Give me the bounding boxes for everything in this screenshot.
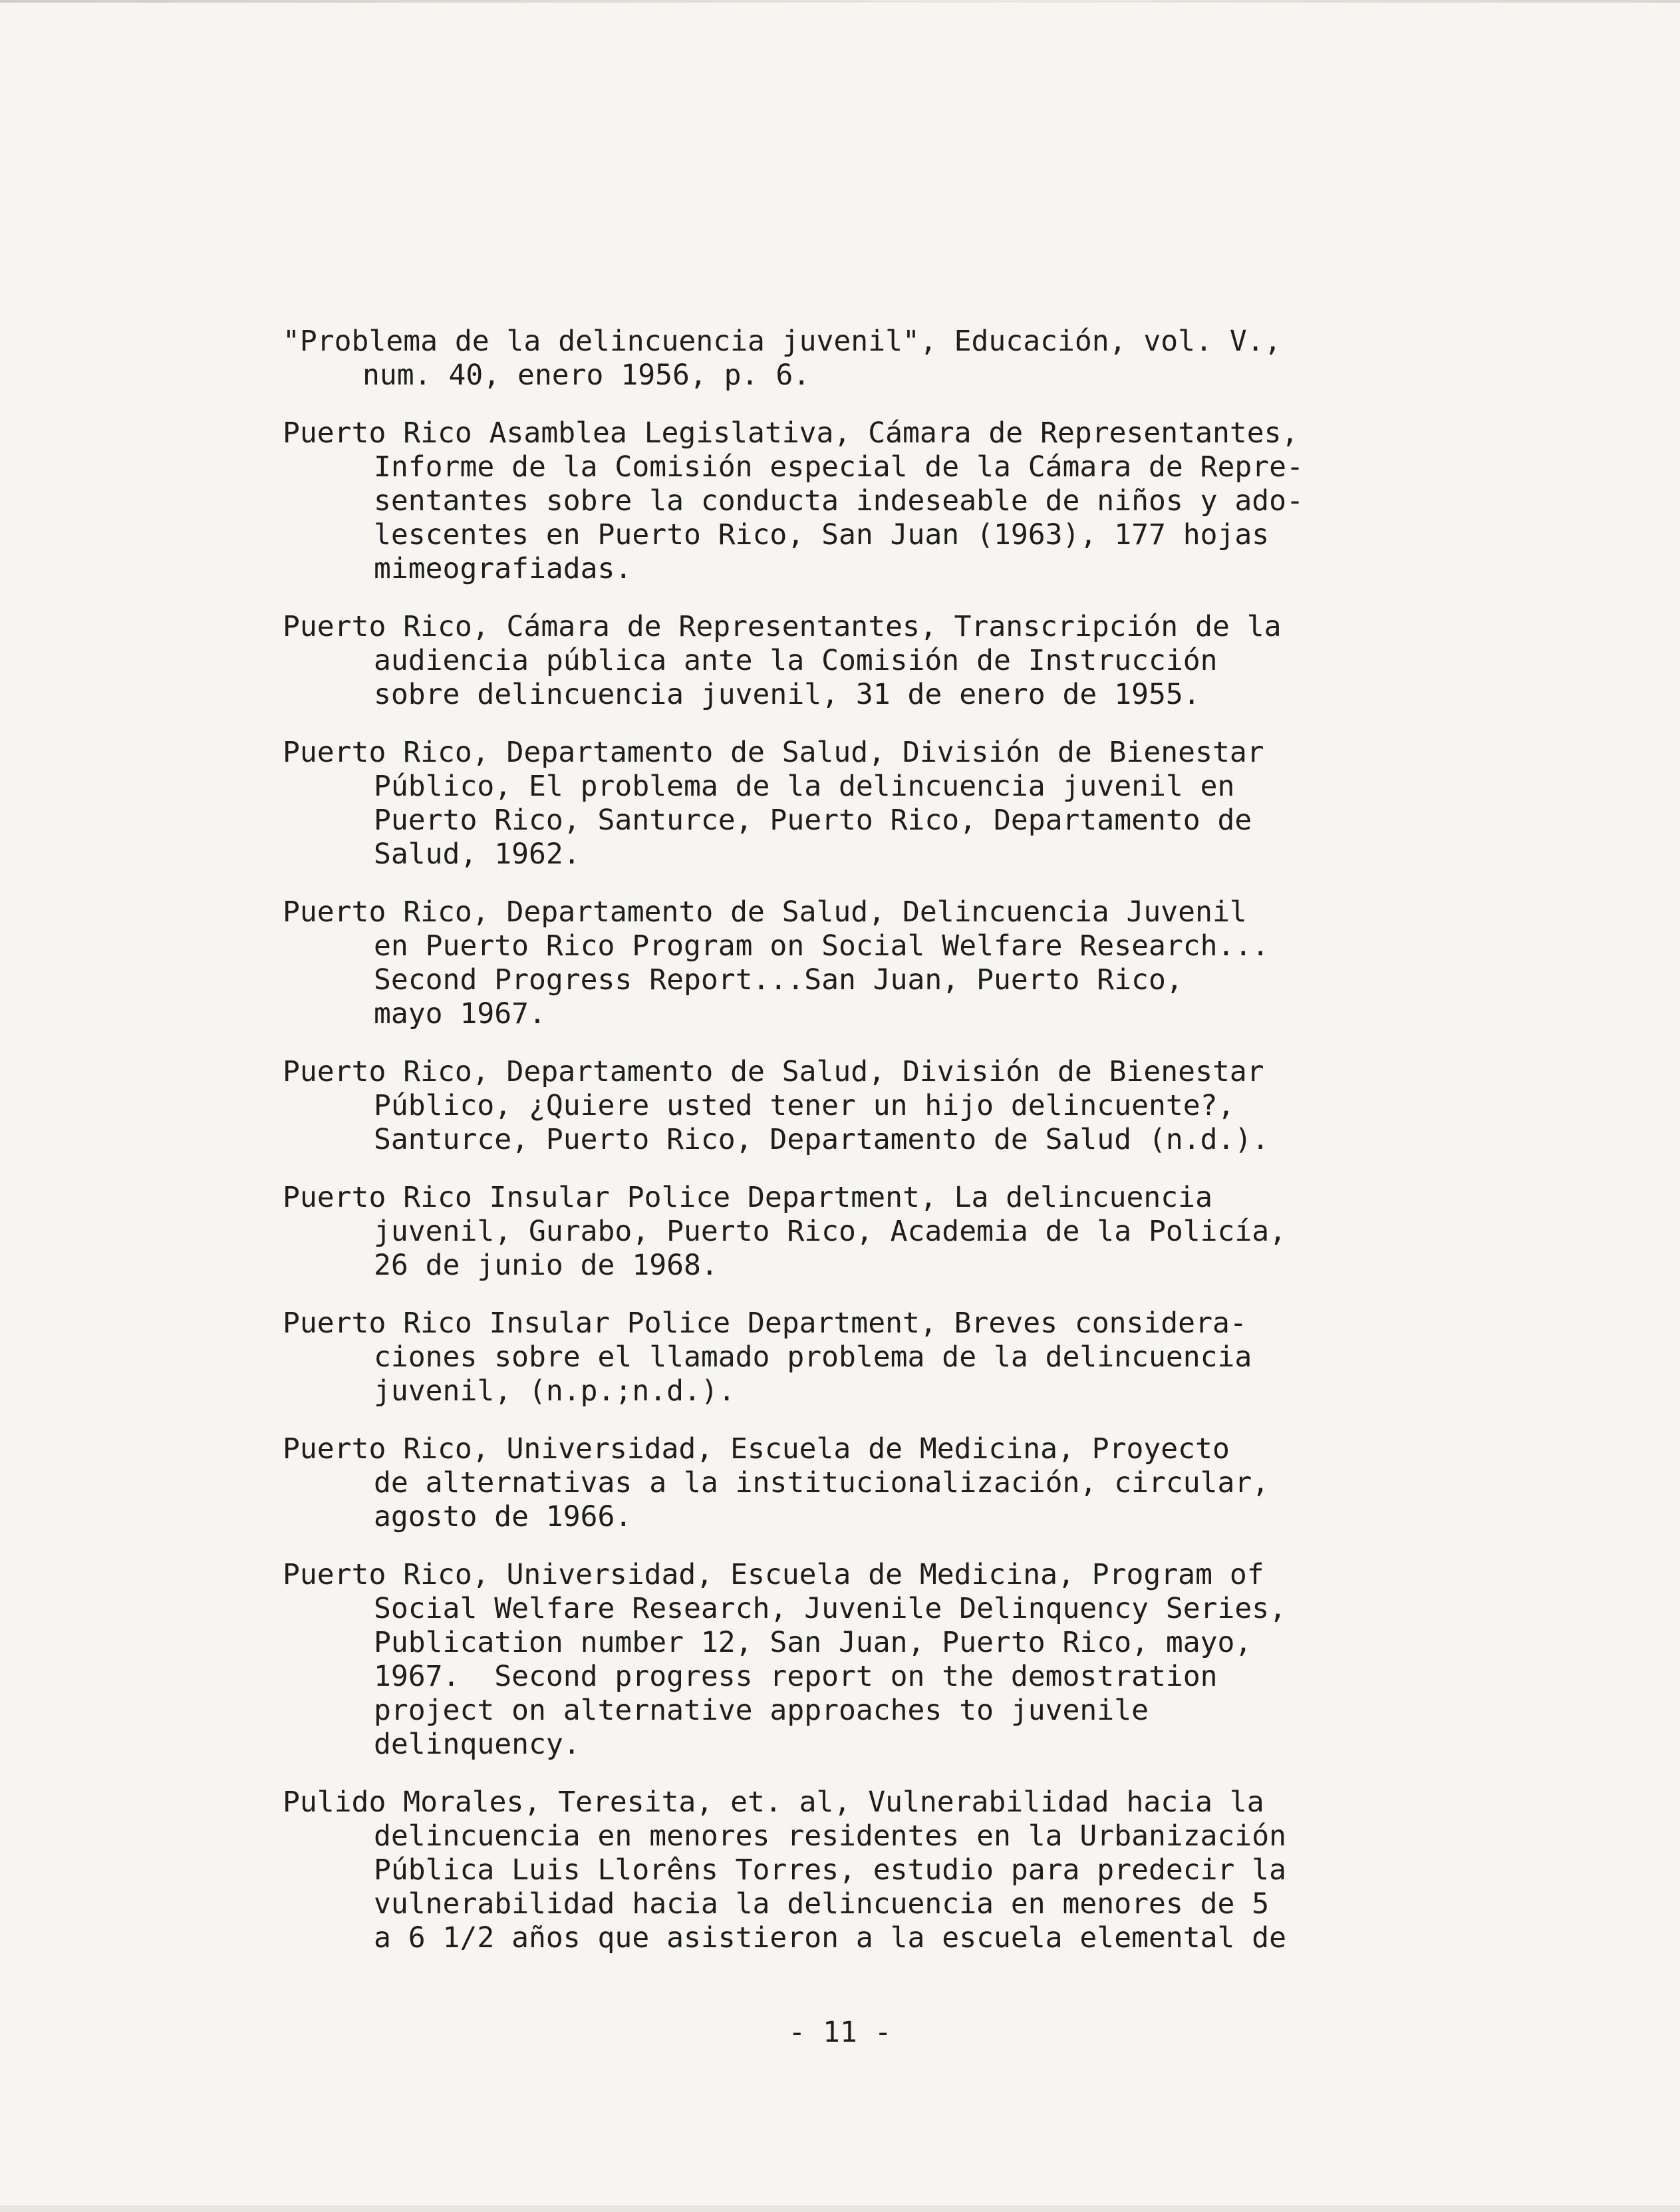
entry-line: Puerto Rico, Departamento de Salud, División de Bienestar xyxy=(283,736,1264,769)
entry-line: juvenil, (n.p.;n.d.). xyxy=(374,1374,736,1408)
entry-line: Publication number 12, San Juan, Puerto Rico, mayo, xyxy=(374,1626,1252,1659)
entry-line: num. 40, enero 1956, p. 6. xyxy=(362,359,811,392)
entry-line: Puerto Rico Asamblea Legislativa, Cámara de Representantes, xyxy=(283,416,1299,450)
entry-line: Puerto Rico Insular Police Department, La delincuencia xyxy=(283,1181,1212,1214)
entry-line: audiencia pública ante la Comisión de Instrucción xyxy=(374,644,1218,677)
bibliography-entry-camara-transcripcion xyxy=(283,610,1413,712)
bibliography-entry-asamblea-legislativa xyxy=(283,416,1413,586)
bibliography-entry-salud-problema xyxy=(283,736,1413,871)
entry-line: Informe de la Comisión especial de la Cámara de Repre- xyxy=(374,450,1304,484)
entry-line: project on alternative approaches to juvenile xyxy=(374,1694,1149,1727)
entry-line: Puerto Rico, Departamento de Salud, Delincuencia Juvenil xyxy=(283,895,1247,929)
entry-line: mimeografiadas. xyxy=(374,552,632,585)
entry-line: Puerto Rico, Departamento de Salud, División de Bienestar xyxy=(283,1055,1264,1088)
entry-line: 1967. Second progress report on the demostration xyxy=(374,1660,1218,1693)
entry-line: de alternativas a la institucionalización, circular, xyxy=(374,1466,1270,1500)
entry-line: Puerto Rico, Santurce, Puerto Rico, Departamento de xyxy=(374,804,1252,837)
page-number: - 11 - xyxy=(788,2016,892,2049)
entry-line: Salud, 1962. xyxy=(374,838,581,871)
entry-line: Puerto Rico Insular Police Department, Breves considera- xyxy=(283,1307,1247,1340)
entry-line: Pulido Morales, Teresita, et. al, Vulnerabilidad hacia la xyxy=(283,1786,1264,1819)
entry-line: Social Welfare Research, Juvenile Delinquency Series, xyxy=(374,1592,1287,1625)
bibliography-entry-salud-hijo-delincuente xyxy=(283,1055,1413,1157)
entry-line: delinquency. xyxy=(374,1728,581,1761)
entry-line: Puerto Rico, Universidad, Escuela de Medicina, Program of xyxy=(283,1558,1264,1591)
bibliography-entry-police-breves xyxy=(283,1307,1413,1408)
entry-line: sentantes sobre la conducta indeseable de niños y ado- xyxy=(374,484,1304,518)
entry-line: a 6 1/2 años que asistieron a la escuela elemental de xyxy=(374,1921,1287,1955)
entry-line: Público, El problema de la delincuencia juvenil en xyxy=(374,770,1235,803)
entry-line: agosto de 1966. xyxy=(374,1500,632,1533)
entry-line: Puerto Rico, Cámara de Representantes, Transcripción de la xyxy=(283,610,1282,643)
entry-line: lescentes en Puerto Rico, San Juan (1963), 177 hojas xyxy=(374,518,1270,552)
entry-line: Santurce, Puerto Rico, Departamento de Salud (n.d.). xyxy=(374,1123,1270,1156)
entry-line: vulnerabilidad hacia la delincuencia en menores de 5 xyxy=(374,1887,1270,1921)
entry-line: sobre delincuencia juvenil, 31 de enero de 1955. xyxy=(374,678,1200,711)
bibliography-entry-medicina-proyecto xyxy=(283,1432,1413,1534)
entry-line: Second Progress Report...San Juan, Puerto Rico, xyxy=(374,963,1183,997)
bibliography-entry-salud-delincuencia-juvenil xyxy=(283,895,1413,1031)
page-bottom-edge xyxy=(0,2205,1680,2212)
entry-line: Pública Luis Llorêns Torres, estudio para predecir la xyxy=(374,1853,1287,1887)
entry-line: ciones sobre el llamado problema de la delincuencia xyxy=(374,1341,1252,1374)
entry-line: mayo 1967. xyxy=(374,997,546,1030)
entry-line: en Puerto Rico Program on Social Welfare Research... xyxy=(374,929,1270,963)
entry-line: delincuencia en menores residentes en la Urbanización xyxy=(374,1819,1287,1853)
bibliography-list xyxy=(283,325,1413,1979)
bibliography-entry-problema-delincuencia xyxy=(283,325,1413,393)
bibliography-entry-pulido-morales xyxy=(283,1786,1413,1955)
bibliography-entry-medicina-program xyxy=(283,1558,1413,1762)
entry-line: Público, ¿Quiere usted tener un hijo delincuente?, xyxy=(374,1089,1235,1122)
bibliography-entry-police-delincuencia xyxy=(283,1181,1413,1283)
entry-line: "Problema de la delincuencia juvenil", Educación, vol. V., xyxy=(283,325,1282,358)
entry-line: juvenil, Gurabo, Puerto Rico, Academia de la Policía, xyxy=(374,1215,1287,1248)
entry-line: Puerto Rico, Universidad, Escuela de Medicina, Proyecto xyxy=(283,1432,1230,1466)
entry-line: 26 de junio de 1968. xyxy=(374,1249,718,1282)
page-top-edge xyxy=(0,0,1680,3)
